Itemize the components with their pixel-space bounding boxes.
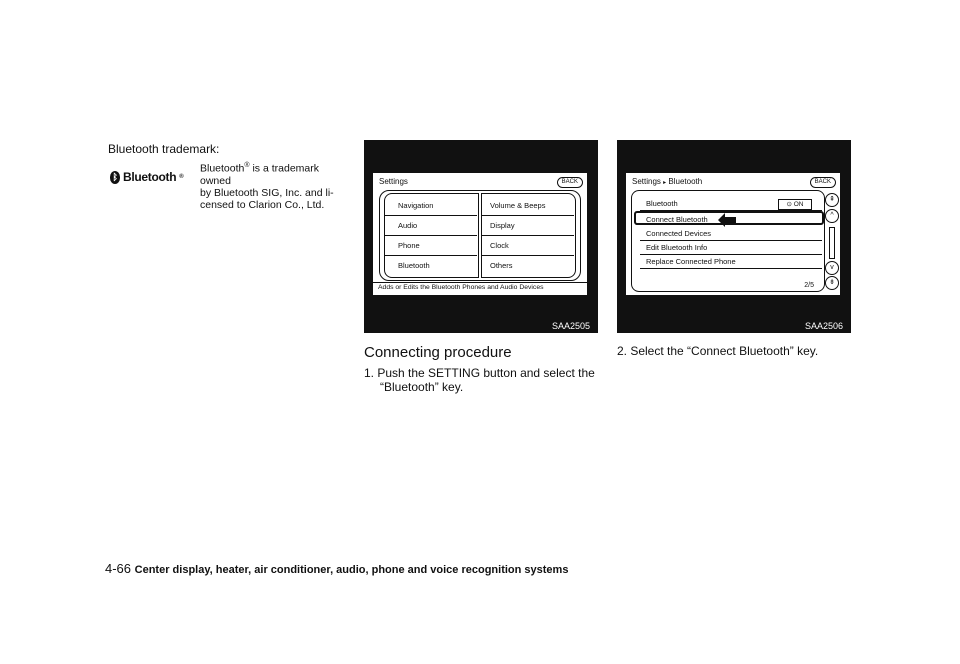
divider — [385, 255, 477, 256]
chevron-down-icon: v — [830, 264, 834, 271]
divider — [482, 235, 574, 236]
trademark-text — [200, 160, 350, 211]
figure-bluetooth-screen — [617, 140, 851, 333]
list-item-connect-bluetooth[interactable]: Connect Bluetooth — [634, 211, 824, 225]
trademark-rest: is a trademark owned — [200, 162, 319, 187]
menu-item-volume-beeps[interactable]: Volume & Beeps — [490, 201, 546, 210]
list-item-edit-bluetooth-info[interactable]: Edit Bluetooth Info — [640, 241, 822, 255]
trademark-sup: ® — [244, 162, 250, 169]
menu-item-bluetooth[interactable]: Bluetooth — [398, 261, 430, 270]
list-item-replace-connected-phone[interactable]: Replace Connected Phone — [640, 255, 822, 269]
status-bar: Adds or Edits the Bluetooth Phones and Audio Devices — [378, 284, 544, 291]
step-1-line1: 1. Push the SETTING button and select the — [364, 366, 595, 380]
list-panel — [631, 190, 825, 292]
list-item-bluetooth[interactable]: Bluetooth — [640, 197, 822, 211]
divider — [385, 215, 477, 216]
divider — [482, 255, 574, 256]
double-chevron-down-icon: ⇟ — [829, 279, 835, 286]
menu-item-others[interactable]: Others — [490, 261, 513, 270]
bluetooth-rune-icon: ᛒ — [110, 171, 120, 184]
breadcrumb-settings: Settings — [632, 177, 661, 186]
menu-item-clock[interactable]: Clock — [490, 241, 509, 250]
back-button[interactable]: BACK — [810, 177, 836, 188]
logo-mark: ® — [179, 174, 184, 180]
trademark-word: Bluetooth — [200, 162, 245, 175]
bluetooth-toggle[interactable] — [778, 199, 812, 210]
figure-settings-screen — [364, 140, 598, 333]
breadcrumb-bluetooth: Bluetooth — [668, 177, 703, 186]
page-indicator: 2/5 — [804, 282, 814, 289]
trademark-line3: censed to Clarion Co., Ltd. — [200, 198, 325, 211]
step-2: 2. Select the “Connect Bluetooth” key. — [617, 344, 819, 358]
chapter-title: Center display, heater, air conditioner, audio, phone and voice recognition systems — [134, 564, 569, 576]
trademark-line2: by Bluetooth SIG, Inc. and li- — [200, 186, 334, 199]
menu-item-audio[interactable]: Audio — [398, 221, 418, 230]
breadcrumb-arrow-icon: ▸ — [663, 180, 667, 186]
section-title: Connecting procedure — [364, 344, 512, 361]
menu-item-navigation[interactable]: Navigation — [398, 201, 434, 210]
page-number: 4-66 — [105, 561, 132, 576]
page-footer — [105, 561, 568, 576]
back-button[interactable]: BACK — [557, 177, 583, 188]
chevron-up-icon: ^ — [830, 212, 834, 219]
bluetooth-screen — [625, 172, 841, 296]
scroll-up-button[interactable] — [825, 209, 839, 223]
step-1-line2: “Bluetooth” key. — [380, 380, 464, 394]
trademark-heading: Bluetooth trademark: — [108, 142, 220, 156]
status-divider — [373, 282, 587, 283]
menu-item-display[interactable]: Display — [490, 221, 515, 230]
screen-breadcrumb — [632, 177, 702, 186]
toggle-indicator-icon: ⊙ — [786, 201, 792, 208]
menu-item-phone[interactable]: Phone — [398, 241, 420, 250]
list-item-connected-devices[interactable]: Connected Devices — [640, 227, 822, 241]
bluetooth-logo-text: Bluetooth — [123, 170, 177, 184]
screen-title: Settings — [379, 177, 408, 186]
divider — [385, 235, 477, 236]
scroll-bottom-button[interactable] — [825, 276, 839, 290]
pointer-arrow-icon — [718, 213, 736, 227]
double-chevron-up-icon: ⇞ — [829, 196, 835, 203]
settings-screen — [372, 172, 588, 296]
scroll-down-button[interactable] — [825, 261, 839, 275]
scroll-top-button[interactable] — [825, 193, 839, 207]
figure-caption: SAA2505 — [551, 321, 590, 331]
menu-panel — [379, 190, 581, 281]
scrollbar[interactable] — [829, 227, 835, 259]
divider — [482, 215, 574, 216]
figure-caption: SAA2506 — [804, 321, 843, 331]
bluetooth-logo — [110, 170, 183, 184]
toggle-label: ON — [793, 201, 804, 208]
